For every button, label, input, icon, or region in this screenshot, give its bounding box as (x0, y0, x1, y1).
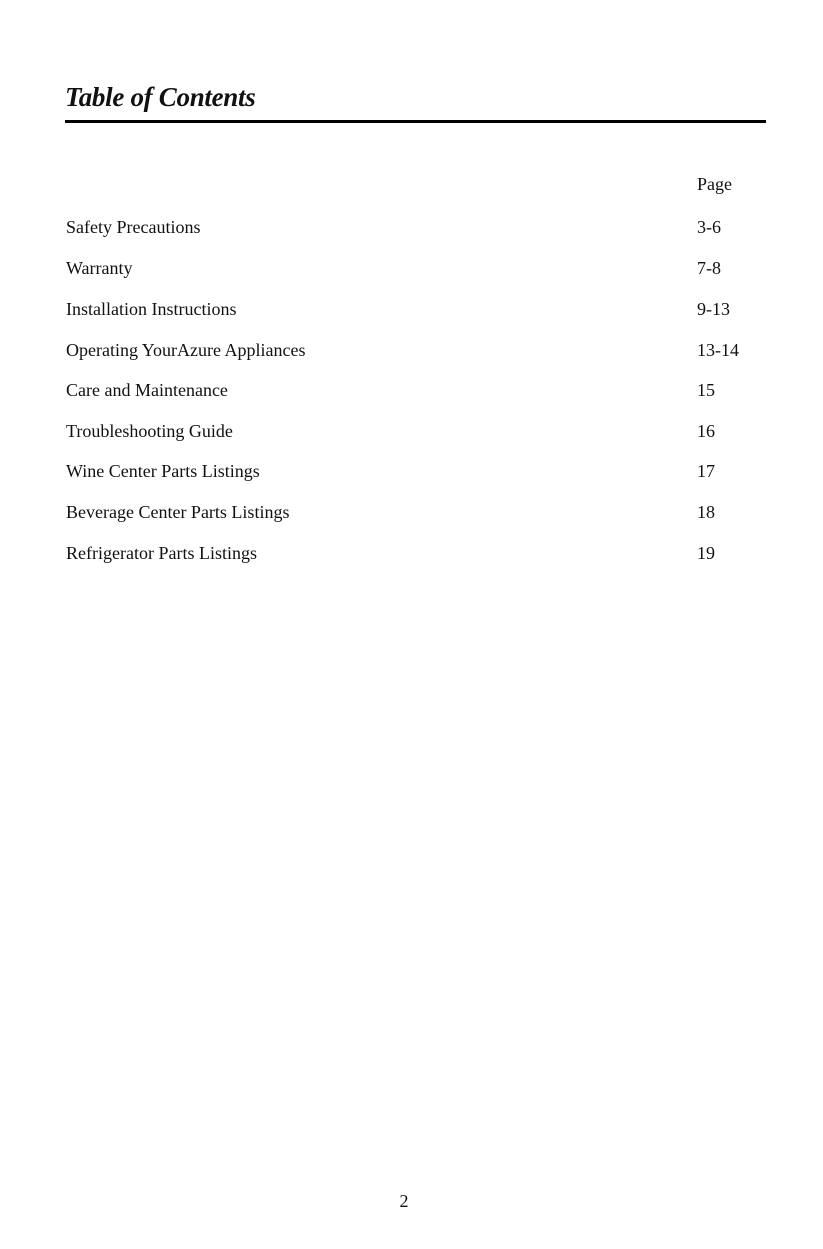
toc-entry-label: Safety Precautions (66, 217, 201, 237)
toc-entry-troubleshooting-guide (0, 422, 823, 446)
toc-entry-page: 19 (697, 543, 715, 563)
toc-entry-page: 17 (697, 461, 715, 481)
toc-entry-label: Beverage Center Parts Listings (66, 502, 290, 522)
toc-entry-page: 7-8 (697, 258, 721, 278)
toc-entry-page: 3-6 (697, 217, 721, 237)
toc-entry-label: Care and Maintenance (66, 380, 228, 400)
toc-entry-page: 18 (697, 502, 715, 522)
title-underline-rule (65, 120, 766, 123)
toc-entry-warranty (0, 259, 823, 283)
toc-entry-care-maintenance (0, 381, 823, 405)
page-number: 2 (399, 1191, 409, 1211)
toc-entry-label: Refrigerator Parts Listings (66, 543, 257, 563)
toc-entry-label: Installation Instructions (66, 299, 237, 319)
toc-entry-beverage-center-parts (0, 503, 823, 527)
toc-entry-page: 15 (697, 380, 715, 400)
toc-entry-wine-center-parts (0, 462, 823, 486)
page-title: Table of Contents (65, 82, 256, 112)
toc-entry-page: 13-14 (697, 340, 739, 360)
toc-entry-safety-precautions (0, 218, 823, 242)
toc-entry-refrigerator-parts (0, 544, 823, 568)
toc-entry-operating-appliances (0, 341, 823, 365)
toc-entry-label: Operating YourAzure Appliances (66, 340, 306, 360)
toc-entry-label: Troubleshooting Guide (66, 421, 233, 441)
toc-entry-page: 9-13 (697, 299, 730, 319)
page-column-header: Page (697, 174, 732, 194)
toc-entry-label: Warranty (66, 258, 133, 278)
toc-entry-page: 16 (697, 421, 715, 441)
toc-entry-installation-instructions (0, 300, 823, 324)
toc-entry-label: Wine Center Parts Listings (66, 461, 260, 481)
